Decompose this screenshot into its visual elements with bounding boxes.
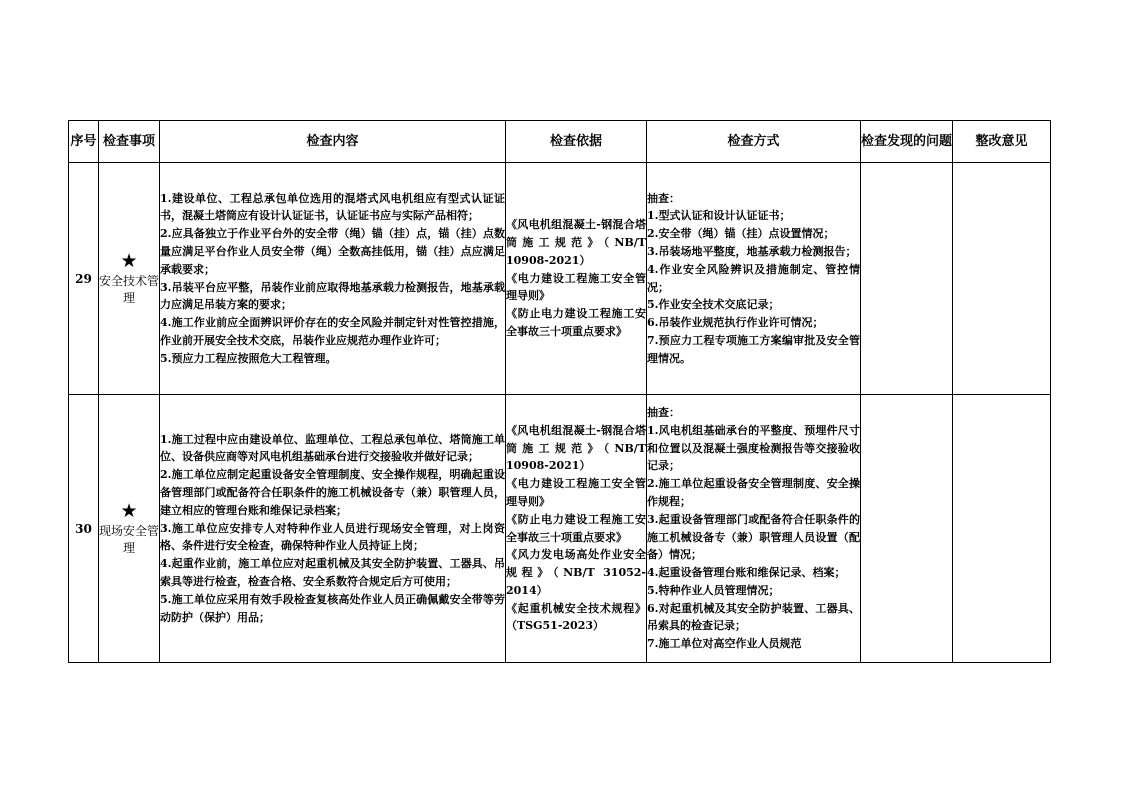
row-number: 29 <box>69 163 99 395</box>
method-cell <box>647 163 861 395</box>
content-line: 5.施工单位应采用有效手段检查复核高处作业人员正确佩戴安全带等劳动防护（保护）用品； <box>160 592 505 624</box>
header-number: 序号 <box>69 121 99 163</box>
header-content: 检查内容 <box>160 121 506 163</box>
method-line: 2.安全带（绳）锚（挂）点设置情况； <box>647 227 835 241</box>
method-line: 抽查： <box>647 405 680 419</box>
content-line: 2.应具备独立于作业平台外的安全带（绳）锚（挂）点，锚（挂）点数量应满足平台作业人员安全带（绳）全数高挂低用，锚（挂）点应满足承载要求； <box>160 227 505 276</box>
issues-cell <box>861 163 953 395</box>
method-line: 5.特种作业人员管理情况； <box>647 583 780 597</box>
basis-line: 《起重机械安全技术规程》（TSG51-2023） <box>506 601 646 633</box>
issues-cell <box>861 395 953 663</box>
content-cell <box>160 163 506 395</box>
basis-line: 《电力建设工程施工安全管理导则》 <box>506 271 646 303</box>
header-item: 检查事项 <box>99 121 160 163</box>
method-line: 1.型式认证和设计认证证书； <box>647 209 791 223</box>
content-line: 4.起重作业前，施工单位应对起重机械及其安全防护装置、工器具、吊索具等进行检查，检查合格、安全系数符合规定后方可使用； <box>160 557 505 588</box>
method-line: 6.对起重机械及其安全防护装置、工器具、吊索具的检查记录； <box>647 601 860 633</box>
item-label: 安全技术管理 <box>99 273 160 305</box>
row-item <box>99 163 160 395</box>
method-line: 抽查： <box>647 191 680 205</box>
basis-line: 《防止电力建设工程施工安全事故三十项重点要求》 <box>506 512 646 544</box>
basis-cell <box>506 163 647 395</box>
method-cell <box>647 395 861 663</box>
basis-line: 《风电机组混凝土-钢混合塔筒施工规范》（NB/T 10908-2021） <box>506 423 646 473</box>
content-line: 3.施工单位应安排专人对特种作业人员进行现场安全管理，对上岗资格、条件进行安全检查，确保特种作业人员持证上岗； <box>160 521 505 553</box>
basis-line: 《防止电力建设工程施工安全事故三十项重点要求》 <box>506 307 646 338</box>
row-item <box>99 395 160 663</box>
basis-cell <box>506 395 647 663</box>
header-rectification: 整改意见 <box>953 121 1051 163</box>
header-issues: 检查发现的问题 <box>861 121 953 163</box>
header-method: 检查方式 <box>647 121 861 163</box>
method-line: 3.起重设备管理部门或配备符合任职条件的施工机械设备专（兼）职管理人员设置（配备）情况； <box>647 512 860 562</box>
method-line: 7.施工单位对高空作业人员规范 <box>647 637 802 651</box>
content-line: 4.施工作业前应全面辨识评价存在的安全风险并制定针对性管控措施，作业前开展安全技术交底，吊装作业应规范办理作业许可； <box>160 316 505 347</box>
method-line: 1.风电机组基础承台的平整度、预埋件尺寸和位置以及混凝土强度检测报告等交接验收记录； <box>647 423 860 473</box>
method-line: 5.作业安全技术交底记录； <box>647 298 780 312</box>
method-line: 6.吊装作业规范执行作业许可情况； <box>647 316 824 330</box>
method-line: 7.预应力工程专项施工方案编审批及安全管理情况。 <box>647 333 860 365</box>
item-label: 现场安全管理 <box>99 523 160 555</box>
table-row <box>69 395 1051 663</box>
method-line: 3.吊装场地平整度，地基承载力检测报告； <box>647 244 857 258</box>
basis-line: 《风力发电场高处作业安全规程》（NB/T 31052-2014） <box>506 548 646 597</box>
header-row <box>69 121 1051 163</box>
star-icon: ★ <box>120 499 138 522</box>
method-line: 2.施工单位起重设备安全管理制度、安全操作规程； <box>647 477 860 508</box>
table-row <box>69 163 1051 395</box>
method-line: 4.起重设备管理台账和维保记录、档案； <box>647 566 846 580</box>
header-basis: 检查依据 <box>506 121 647 163</box>
rectification-cell <box>953 163 1051 395</box>
content-line: 2.施工单位应制定起重设备安全管理制度、安全操作规程，明确起重设备管理部门或配备符合任职条件的施工机械设备专（兼）职管理人员，建立相应的管理台账和维保记录档案； <box>160 468 505 517</box>
rectification-cell <box>953 395 1051 663</box>
content-line: 3.吊装平台应平整，吊装作业前应取得地基承载力检测报告，地基承载力应满足吊装方案的要求； <box>160 280 505 312</box>
content-line: 5.预应力工程应按照危大工程管理。 <box>160 351 337 365</box>
content-line: 1.建设单位、工程总承包单位选用的混塔式风电机组应有型式认证证书，混凝土塔筒应有设计认证证书，认证证书应与实际产品相符； <box>160 191 505 223</box>
row-number: 30 <box>69 395 99 663</box>
method-line: 4.作业安全风险辨识及措施制定、管控情况； <box>647 262 860 294</box>
content-line: 1.施工过程中应由建设单位、监理单位、工程总承包单位、塔筒施工单位、设备供应商等对风电机组基础承台进行交接验收并做好记录； <box>160 432 505 464</box>
basis-line: 《电力建设工程施工安全管理导则》 <box>506 477 646 508</box>
content-cell <box>160 395 506 663</box>
inspection-table <box>68 120 1051 663</box>
star-icon: ★ <box>120 249 138 272</box>
basis-line: 《风电机组混凝土-钢混合塔筒施工规范》（NB/T 10908-2021） <box>506 218 646 267</box>
